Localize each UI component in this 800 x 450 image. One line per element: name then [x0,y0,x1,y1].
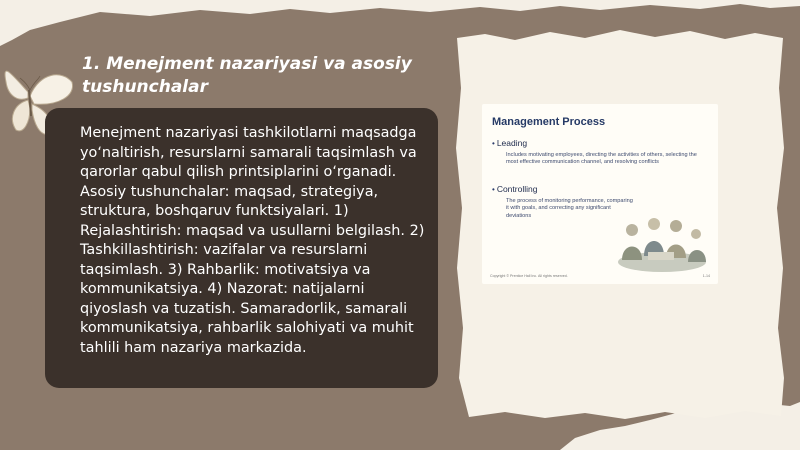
thumbnail-footer-copyright: Copyright © Prentice Hall Inc. All rights reserved. [490,274,568,278]
thumbnail-footer-page: 1-14 [702,274,710,278]
slide-title: 1. Menejment nazariyasi va asosiy tushunchalar [82,54,412,97]
slide-thumbnail [482,104,718,284]
bullet-controlling: • Controlling [492,184,538,194]
bullet-leading: • Leading [492,138,528,148]
meeting-people-illustration [610,212,712,276]
bullet-leading-text: Includes motivating employees, directing the activities of others, selecting the most effective communication channel, and resolving conflicts [506,152,697,166]
bullet-dot-icon: • [492,185,495,194]
thumbnail-title: Management Process [492,116,606,128]
bullet-dot-icon: • [492,139,495,148]
body-text: Menejment nazariyasi tashkilotlarni maqsadga yo‘naltirish, resurslarni samarali taqsimlash va qarorlar qabul qilish printsiplarini o‘rganadi. Asosiy tushunchalar: maqsad, strategiya, struktura, boshqaruv funktsiyalari. 1) Rejalashtirish: maqsad va usullarni belgilash. 2) Tashkillashtirish: vazifalar va resurslarni taqsimlash. 3) Rahbarlik: motivatsiya va kommunikatsiya. 4) Nazorat: natijalarni qiyoslash va tuzatish. Samaradorlik, samarali kommunikatsiya, rahbarlik salohiyati va muhit tahlili ham nazariya markazida. [80,125,425,356]
bullet-controlling-text: The process of monitoring performance, comparing it with goals, and correcting any significant deviations [506,198,633,219]
